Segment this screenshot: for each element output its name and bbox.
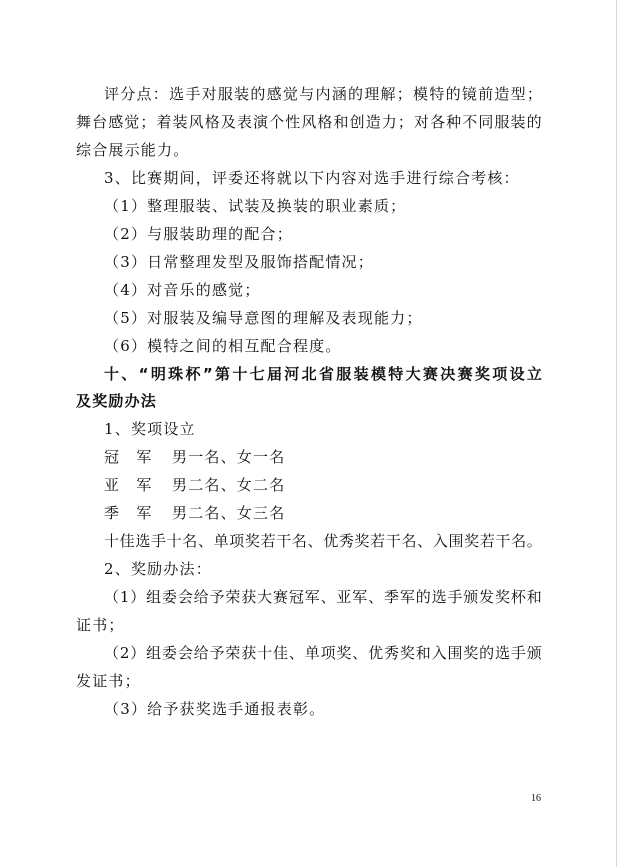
page-number: 16: [531, 793, 541, 804]
reward-method-3: （3）给予获奖选手通报表彰。: [104, 700, 326, 718]
award-name: 冠 军: [104, 448, 153, 466]
awards-setup-heading: 1、奖项设立: [104, 420, 196, 438]
section-heading-line-1: 十 、 “ 明 珠 杯 ” 第 十 七 届 河 北 省 服 装 模 特 大 赛 决 赛 奖 项 设 立: [104, 365, 542, 383]
scoring-points-line-1: 评 分 点 ： 选 手 对 服 装 的 感 觉 与 内 涵 的 理 解 ； 模 特 的 镜 前 造 型 ；: [104, 85, 542, 103]
assessment-item-2: （2）与服装助理的配合；: [104, 225, 293, 243]
assessment-item-6: （6）模特之间的相互配合程度。: [104, 337, 342, 355]
award-row-third-place: [104, 503, 285, 523]
reward-methods-heading: 2、奖励办法：: [104, 560, 212, 578]
award-row-champion: [104, 447, 285, 467]
award-name: 亚 军: [104, 476, 153, 494]
reward-method-2-line-2: 发证书；: [76, 672, 141, 690]
award-name: 季 军: [104, 504, 153, 522]
assessment-intro: 3、比赛期间，评委还将就以下内容对选手进行综合考核：: [104, 169, 520, 187]
scoring-points-line-2: 舞 台 感 觉 ； 着 装 风 格 及 表 演 个 性 风 格 和 创 造 力 ； 对 各 种 不 同 服 装 的: [76, 113, 542, 131]
scoring-points-line-3: 综合展示能力。: [76, 141, 190, 159]
assessment-item-4: （4）对音乐的感觉；: [104, 281, 261, 299]
award-detail: 男二名、女二名: [172, 476, 286, 494]
section-heading-line-2: 及奖励办法: [76, 392, 158, 410]
award-row-runner-up: [104, 475, 285, 495]
reward-method-1-line-2: 证书；: [76, 616, 125, 634]
award-detail: 男一名、女一名: [172, 448, 286, 466]
assessment-item-3: （3）日常整理发型及服饰搭配情况；: [104, 253, 374, 271]
award-detail: 男二名、女三名: [172, 504, 286, 522]
other-awards-line: 十 佳 选 手 十 名 、 单 项 奖 若 干 名 、 优 秀 奖 若 干 名 、 入 围 奖 若 干 名 。: [104, 532, 542, 550]
assessment-item-1: （1）整理服装、试装及换装的职业素质；: [104, 197, 407, 215]
reward-method-2-line-1: （ 2 ） 组 委 会 给 予 荣 获 十 佳 、 单 项 奖 、 优 秀 奖 和 入 围 奖 的 选 手 颁: [104, 644, 542, 662]
reward-method-1-line-1: （ 1 ） 组 委 会 给 予 荣 获 大 赛 冠 军 、 亚 军 、 季 军 的 选 手 颁 发 奖 杯 和: [104, 588, 542, 606]
assessment-item-5: （5）对服装及编导意图的理解及表现能力；: [104, 309, 423, 327]
